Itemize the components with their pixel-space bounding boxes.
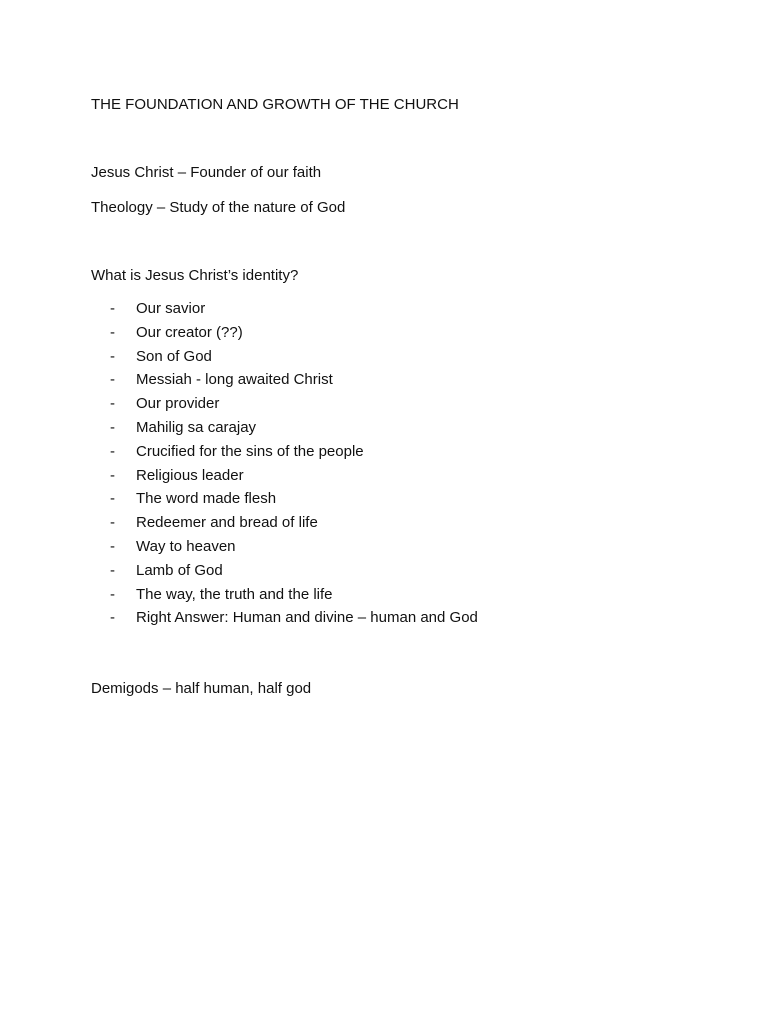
list-item <box>110 443 478 467</box>
list-item-text: Our provider <box>136 395 220 413</box>
list-item-text: Our savior <box>136 300 206 317</box>
bullet-dash: - <box>110 537 115 555</box>
list-item-text: Mahilig sa carajay <box>136 418 257 436</box>
list-item-text: Messiah - long awaited Christ <box>136 371 333 389</box>
definition-theology: Theology – Study of the nature of God <box>91 199 346 216</box>
list-item-text: Religious leader <box>136 466 244 484</box>
list-item <box>110 490 478 514</box>
bullet-dash: - <box>110 300 115 317</box>
list-item <box>110 609 478 633</box>
bullet-dash: - <box>110 466 115 484</box>
list-item <box>110 538 478 562</box>
bullet-dash: - <box>110 561 115 579</box>
list-item-text: Way to heaven <box>136 537 236 555</box>
list-item <box>110 419 478 443</box>
list-item-text: The way, the truth and the life <box>136 585 333 603</box>
list-item-text: Son of God <box>136 347 212 365</box>
identity-question: What is Jesus Christ’s identity? <box>91 267 299 284</box>
list-item <box>110 562 478 586</box>
list-item-text: The word made flesh <box>136 490 277 508</box>
bullet-dash: - <box>110 490 115 508</box>
closing-note: Demigods – half human, half god <box>91 680 312 697</box>
bullet-dash: - <box>110 442 115 460</box>
definition-jesus-christ: Jesus Christ – Founder of our faith <box>91 164 322 181</box>
bullet-dash: - <box>110 609 115 627</box>
list-item <box>110 300 478 324</box>
bullet-dash: - <box>110 585 115 603</box>
list-item-text: Our creator (??) <box>136 323 243 341</box>
bullet-dash: - <box>110 514 115 532</box>
bullet-dash: - <box>110 418 115 436</box>
answer-list <box>110 300 478 633</box>
list-item <box>110 348 478 372</box>
list-item-text: Redeemer and bread of life <box>136 514 318 532</box>
list-item <box>110 395 478 419</box>
list-item-text: Lamb of God <box>136 561 223 579</box>
bullet-dash: - <box>110 323 115 341</box>
list-item <box>110 371 478 395</box>
list-item <box>110 324 478 348</box>
list-item-text: Right Answer: Human and divine – human and God <box>136 609 478 627</box>
list-item <box>110 467 478 491</box>
list-item <box>110 586 478 610</box>
list-item-text: Crucified for the sins of the people <box>136 442 364 460</box>
document-title: THE FOUNDATION AND GROWTH OF THE CHURCH <box>91 96 459 113</box>
list-item <box>110 514 478 538</box>
bullet-dash: - <box>110 347 115 365</box>
bullet-dash: - <box>110 371 115 389</box>
bullet-dash: - <box>110 395 115 413</box>
